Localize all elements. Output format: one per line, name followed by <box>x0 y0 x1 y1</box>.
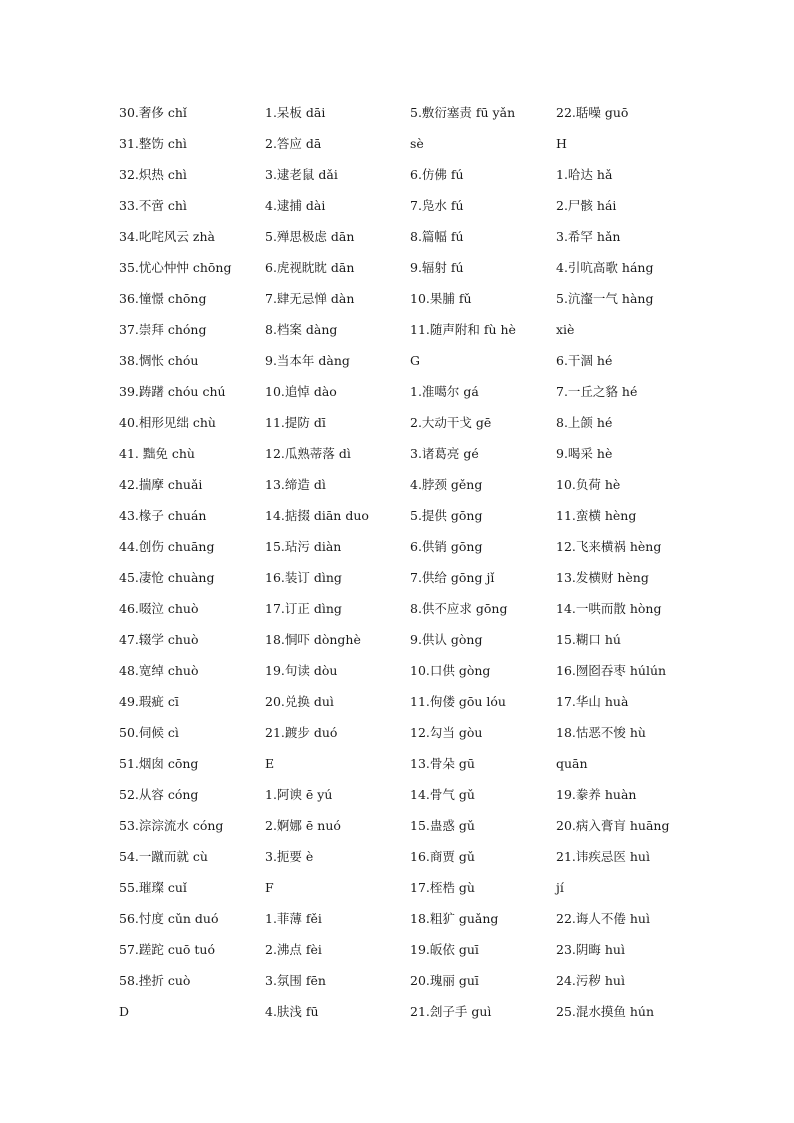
section-letter: G <box>410 353 420 368</box>
entry: 54.一蹴而就 cù <box>119 849 208 864</box>
entry: 18.恫吓 dònghè <box>265 632 361 647</box>
entry-continuation: jí <box>556 880 564 895</box>
entry: 46.啜泣 chuò <box>119 601 199 616</box>
entry: 7.肆无忌惮 dàn <box>265 291 355 306</box>
entry: 12.瓜熟蒂落 dì <box>265 446 351 461</box>
column-3 <box>410 103 516 1033</box>
entry: 36.憧憬 chōng <box>119 291 207 306</box>
entry: 11.蛮横 hèng <box>556 508 637 523</box>
entry: 7.一丘之貉 hé <box>556 384 638 399</box>
entry: 17.华山 huà <box>556 694 629 709</box>
entry: 20.瑰丽 guī <box>410 973 479 988</box>
entry: 6.供销 gōng <box>410 539 483 554</box>
entry: 5.敷衍塞责 fū yǎn <box>410 105 516 120</box>
entry: 3.扼要 è <box>265 849 314 864</box>
entry: 2.答应 dā <box>265 136 322 151</box>
entry: 16.装订 dìng <box>265 570 342 585</box>
entry: 10.负荷 hè <box>556 477 621 492</box>
entry: 1.阿谀 ē yú <box>265 787 333 802</box>
entry: 9.辐射 fú <box>410 260 464 275</box>
entry: 5.提供 gōng <box>410 508 483 523</box>
column-4 <box>556 103 669 1033</box>
entry-continuation: sè <box>410 136 424 151</box>
entry: 7.供给 gōng jǐ <box>410 570 495 585</box>
entry: 9.供认 gòng <box>410 632 483 647</box>
entry: 11.提防 dī <box>265 415 326 430</box>
section-letter: H <box>556 136 567 151</box>
entry: 17.桎梏 gù <box>410 880 475 895</box>
entry: 17.订正 dìng <box>265 601 342 616</box>
entry: 12.勾当 gòu <box>410 725 483 740</box>
entry: 2.尸骸 hái <box>556 198 617 213</box>
entry: 4.脖颈 gěng <box>410 477 483 492</box>
entry-continuation: quān <box>556 756 588 771</box>
section-letter: F <box>265 880 274 895</box>
entry: 9.当本年 dàng <box>265 353 350 368</box>
entry: 42.揣摩 chuǎi <box>119 477 203 492</box>
entry: 2.婀娜 ē nuó <box>265 818 341 833</box>
entry: 7.凫水 fú <box>410 198 464 213</box>
entry: 19.豢养 huàn <box>556 787 637 802</box>
entry: 15.蛊惑 gǔ <box>410 818 475 833</box>
entry: 58.挫折 cuò <box>119 973 191 988</box>
entry: 10.追悼 dào <box>265 384 337 399</box>
entry: 40.相形见绌 chù <box>119 415 216 430</box>
entry: 19.皈依 guī <box>410 942 479 957</box>
entry: 14.一哄而散 hòng <box>556 601 662 616</box>
entry: 2.大动干戈 gē <box>410 415 492 430</box>
entry: 8.上颌 hé <box>556 415 613 430</box>
entry: 48.宽绰 chuò <box>119 663 199 678</box>
entry: 18.怙恶不悛 hù <box>556 725 646 740</box>
entry: 1.菲薄 fěi <box>265 911 322 926</box>
entry: 19.句读 dòu <box>265 663 338 678</box>
entry: 10.果脯 fǔ <box>410 291 472 306</box>
entry: 21.刽子手 guì <box>410 1004 492 1019</box>
entry: 53.淙淙流水 cóng <box>119 818 224 833</box>
entry: 16.囫囵吞枣 húlún <box>556 663 667 678</box>
entry: 6.干涸 hé <box>556 353 613 368</box>
entry: 33.不啻 chì <box>119 198 187 213</box>
entry: 9.喝采 hè <box>556 446 613 461</box>
entry: 21.讳疾忌医 huì <box>556 849 650 864</box>
entry: 5.殚思极虑 dān <box>265 229 355 244</box>
entry: 4.引吭高歌 háng <box>556 260 654 275</box>
entry: 3.希罕 hǎn <box>556 229 621 244</box>
entry: 25.混水摸鱼 hún <box>556 1004 655 1019</box>
entry: 30.奢侈 chǐ <box>119 105 187 120</box>
entry: 18.粗犷 guǎng <box>410 911 499 926</box>
entry: 1.呆板 dāi <box>265 105 326 120</box>
entry: 3.氛围 fēn <box>265 973 326 988</box>
entry: 3.诸葛亮 gé <box>410 446 479 461</box>
entry: 15.玷污 diàn <box>265 539 342 554</box>
entry: 47.辍学 chuò <box>119 632 199 647</box>
entry: 52.从容 cóng <box>119 787 199 802</box>
section-letter: D <box>119 1004 130 1019</box>
entry: 6.仿佛 fú <box>410 167 464 182</box>
entry: 13.发横财 hèng <box>556 570 649 585</box>
entry: 20.病入膏肓 huāng <box>556 818 670 833</box>
entry: 56.忖度 cǔn duó <box>119 911 219 926</box>
entry: 21.踱步 duó <box>265 725 338 740</box>
entry: 50.伺候 cì <box>119 725 179 740</box>
entry-continuation: xiè <box>556 322 575 337</box>
entry: 55.璀璨 cuǐ <box>119 880 187 895</box>
entry: 10.口供 gòng <box>410 663 491 678</box>
entry: 14.掂掇 diān duo <box>265 508 369 523</box>
entry: 31.整饬 chì <box>119 136 187 151</box>
entry: 43.椽子 chuán <box>119 508 207 523</box>
entry: 12.飞来横祸 hèng <box>556 539 662 554</box>
entry: 24.污秽 huì <box>556 973 625 988</box>
entry: 11.随声附和 fù hè <box>410 322 516 337</box>
entry: 11.佝偻 gōu lóu <box>410 694 506 709</box>
entry: 22.聒噪 guō <box>556 105 629 120</box>
entry: 38.惆怅 chóu <box>119 353 199 368</box>
entry: 45.凄怆 chuàng <box>119 570 215 585</box>
entry: 8.篇幅 fú <box>410 229 464 244</box>
entry: 51.烟囱 cōng <box>119 756 199 771</box>
entry: 5.沆瀣一气 hàng <box>556 291 654 306</box>
entry: 37.崇拜 chóng <box>119 322 207 337</box>
entry: 2.沸点 fèi <box>265 942 322 957</box>
entry: 1.哈达 hǎ <box>556 167 613 182</box>
entry: 23.阴晦 huì <box>556 942 625 957</box>
entry: 20.兑换 duì <box>265 694 334 709</box>
entry: 34.叱咤风云 zhà <box>119 229 215 244</box>
entry: 35.忧心忡忡 chōng <box>119 260 232 275</box>
entry: 1.准噶尔 gá <box>410 384 479 399</box>
entry: 4.肤浅 fū <box>265 1004 319 1019</box>
entry: 32.炽热 chì <box>119 167 187 182</box>
entry: 57.蹉跎 cuō tuó <box>119 942 216 957</box>
entry: 13.缔造 dì <box>265 477 326 492</box>
section-letter: E <box>265 756 275 771</box>
entry: 6.虎视眈眈 dān <box>265 260 355 275</box>
entry: 22.诲人不倦 huì <box>556 911 650 926</box>
entry: 8.档案 dàng <box>265 322 338 337</box>
entry: 44.创伤 chuāng <box>119 539 215 554</box>
entry: 49.瑕疵 cī <box>119 694 179 709</box>
entry: 8.供不应求 gōng <box>410 601 508 616</box>
entry: 39.踌躇 chóu chú <box>119 384 226 399</box>
entry: 16.商贾 gǔ <box>410 849 475 864</box>
entry: 41. 黜免 chù <box>119 446 195 461</box>
entry: 3.逮老鼠 dǎi <box>265 167 338 182</box>
entry: 14.骨气 gǔ <box>410 787 475 802</box>
column-2 <box>265 103 369 1033</box>
column-1 <box>119 103 231 1033</box>
entry: 4.逮捕 dài <box>265 198 326 213</box>
entry: 15.糊口 hú <box>556 632 621 647</box>
entry: 13.骨朵 gū <box>410 756 475 771</box>
